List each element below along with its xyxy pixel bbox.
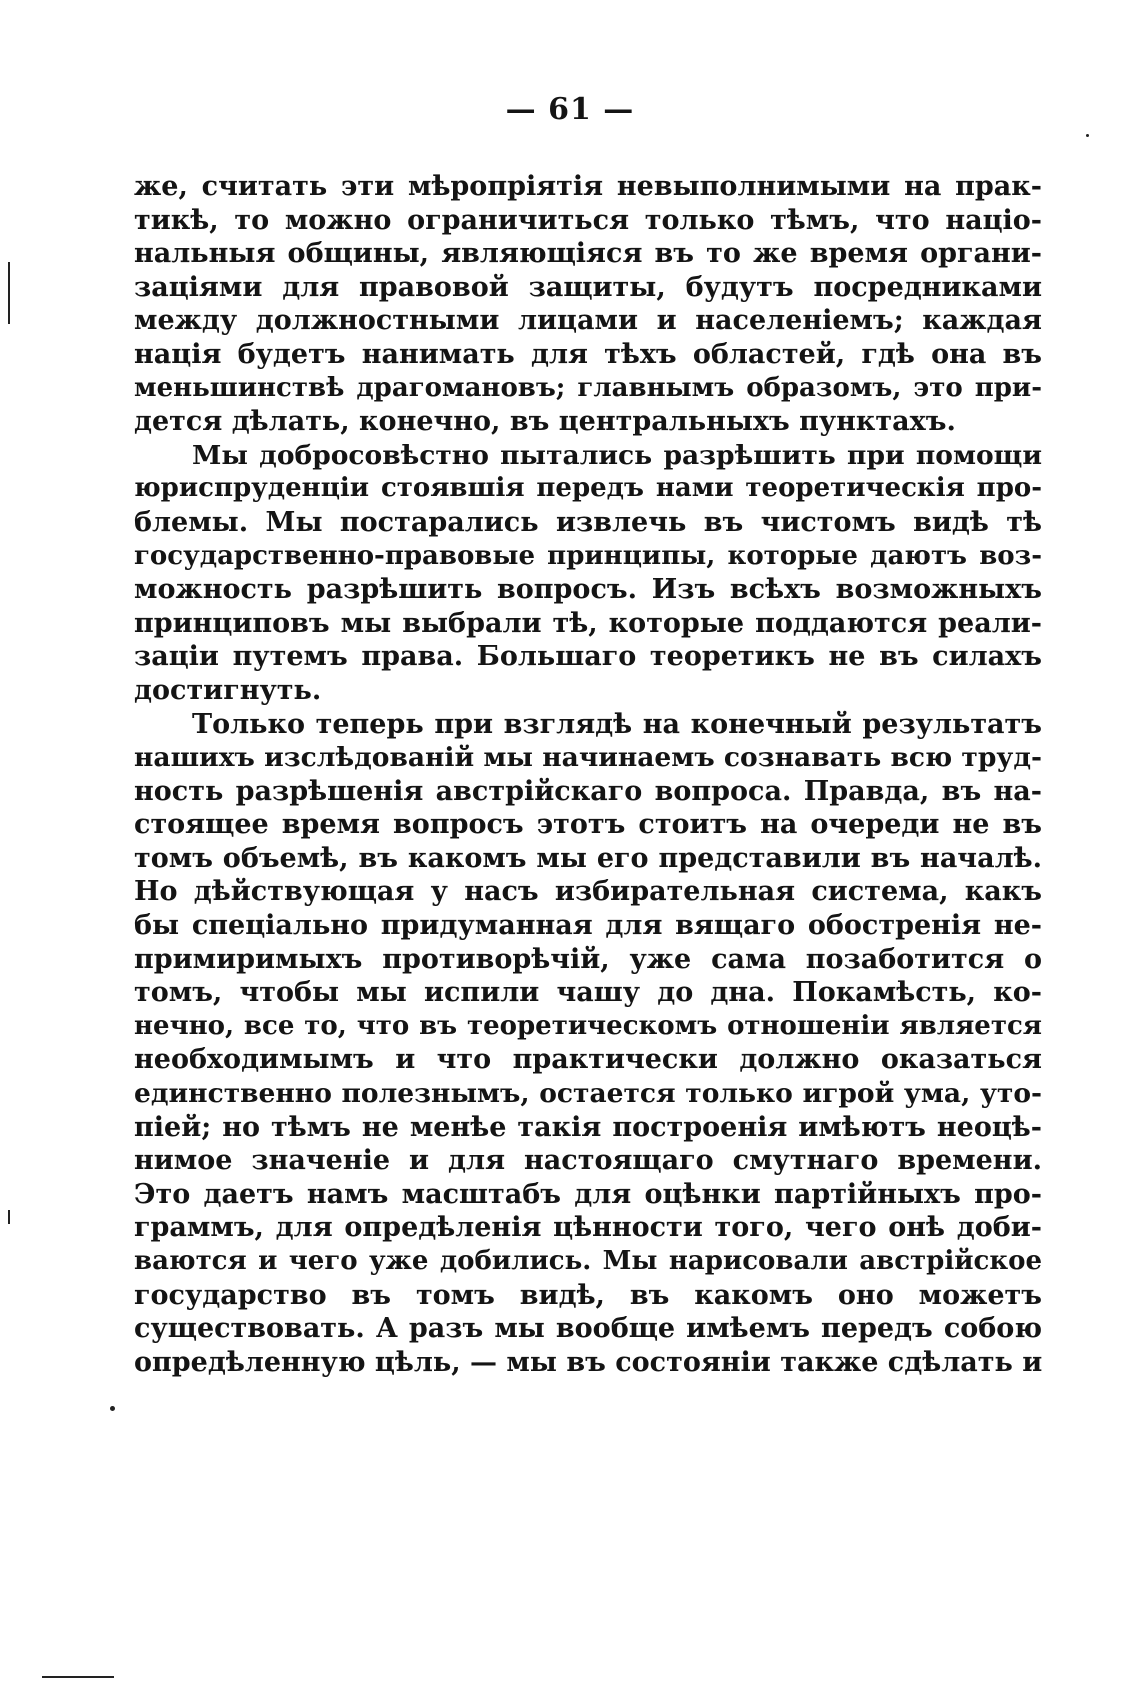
text-line: меньшинствѣ драгомановъ; главнымъ образомъ, это при-: [134, 372, 1042, 403]
text-line: нація будетъ нанимать для тѣхъ областей, гдѣ она въ: [134, 338, 1042, 370]
text-line: можность разрѣшить вопросъ. Изъ всѣхъ возможныхъ: [134, 574, 1042, 606]
scan-margin-mark: [42, 1676, 114, 1678]
text-line: принциповъ мы выбрали тѣ, которые поддаются реали-: [134, 607, 1042, 639]
scan-dot-mark: [110, 1406, 115, 1411]
text-line: государство въ томъ видѣ, въ какомъ оно можетъ: [134, 1279, 1042, 1311]
text-line: государственно-правовые принципы, которые даютъ воз-: [134, 540, 1042, 571]
text-line: нимое значеніе и для настоящаго смутнаго времени.: [134, 1145, 1042, 1177]
text-line: Это даетъ намъ масштабъ для оцѣнки партійныхъ про-: [134, 1178, 1042, 1210]
text-line: нечно, все то, что въ теоретическомъ отношеніи является: [134, 1010, 1042, 1041]
text-line: нальныя общины, являющіяся въ то же время органи-: [134, 238, 1042, 270]
text-line: ность разрѣшенія австрійскаго вопроса. Правда, въ на-: [134, 775, 1042, 807]
text-line: между должностными лицами и населеніемъ; каждая: [134, 305, 1042, 337]
paragraph-start: Мы добросовѣстно пытались разрѣшить при помощи: [192, 439, 1042, 471]
text-line: піей; но тѣмъ не менѣе такія построенія имѣютъ неоцѣ-: [134, 1111, 1042, 1143]
text-line: же, считать эти мѣропріятія невыполнимыми на прак-: [134, 171, 1042, 202]
text-line: нашихъ изслѣдованій мы начинаемъ сознавать всю труд-: [134, 742, 1042, 774]
text-line: бы спеціально придуманная для вящаго обостренія не-: [134, 910, 1042, 942]
text-line: опредѣленную цѣль, — мы въ состояніи также сдѣлать и: [134, 1346, 1042, 1378]
text-line: достигнуть.: [134, 674, 322, 706]
text-line: необходимымъ и что практически должно оказаться: [134, 1044, 1042, 1076]
body-text: [134, 170, 1042, 1379]
text-line: граммъ, для опредѣленія цѣнности того, чего онѣ доби-: [134, 1212, 1042, 1244]
text-line: томъ объемѣ, въ какомъ мы его представили въ началѣ.: [134, 842, 1042, 874]
text-line: юриспруденціи стоявшія передъ нами теоретическія про-: [134, 473, 1042, 504]
scan-dot-mark: [1086, 134, 1089, 137]
page-number: — 61 —: [505, 92, 635, 127]
text-line: стоящее время вопросъ этотъ стоитъ на очереди не въ: [134, 809, 1042, 841]
text-line: дется дѣлать, конечно, въ центральныхъ пунктахъ.: [134, 406, 956, 438]
text-line: ваются и чего уже добились. Мы нарисовали австрійское: [134, 1246, 1042, 1276]
text-line: томъ, чтобы мы испили чашу до дна. Покамѣсть, ко-: [134, 977, 1042, 1009]
text-line: примиримыхъ противорѣчій, уже сама позаботится о: [134, 943, 1042, 975]
text-line: блемы. Мы постарались извлечь въ чистомъ видѣ тѣ: [134, 506, 1042, 538]
text-line: тикѣ, то можно ограничиться только тѣмъ, что націо-: [134, 204, 1042, 236]
text-line: единственно полезнымъ, остается только игрой ума, уто-: [134, 1078, 1042, 1110]
text-line: заціи путемъ права. Большаго теоретикъ не въ силахъ: [134, 641, 1042, 673]
scan-margin-mark: [8, 262, 10, 324]
paragraph-start: Только теперь при взглядѣ на конечный результатъ: [192, 708, 1042, 740]
text-line: Но дѣйствующая у насъ избирательная система, какъ: [134, 876, 1042, 908]
text-line: существовать. А разъ мы вообще имѣемъ передъ собою: [134, 1313, 1042, 1345]
scan-margin-mark: [8, 1210, 10, 1224]
text-line: заціями для правовой защиты, будутъ посредниками: [134, 271, 1042, 303]
